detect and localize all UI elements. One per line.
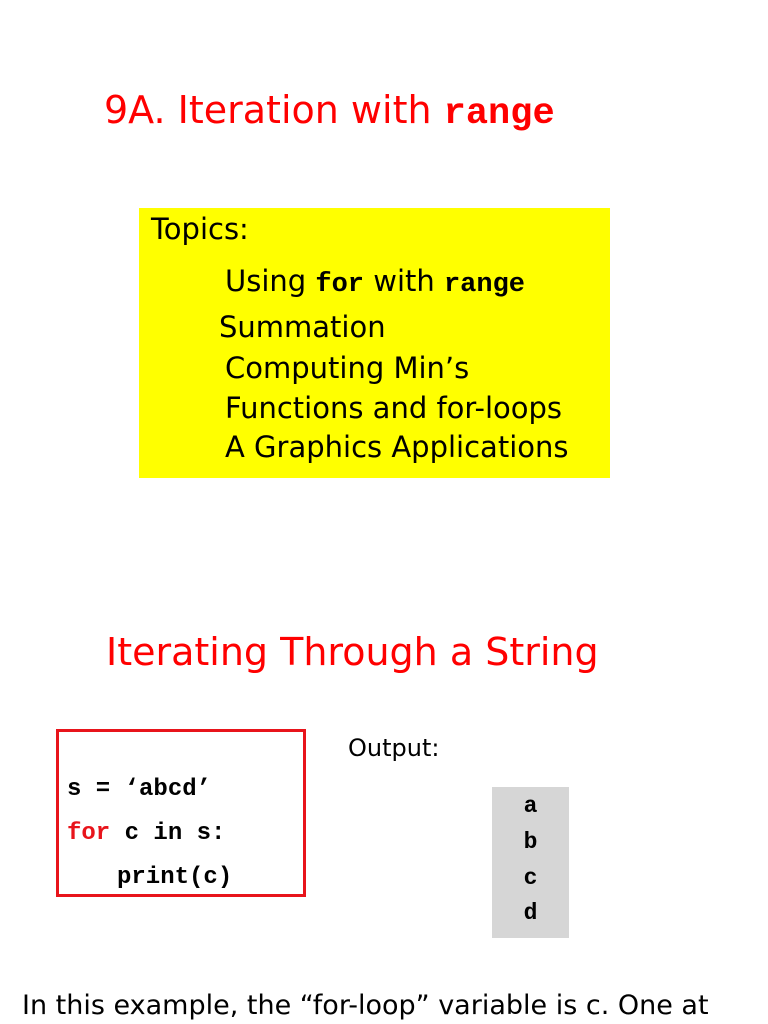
topic-text: with	[364, 264, 444, 298]
topics-heading: Topics:	[151, 212, 249, 246]
slide-title-iterating-through-string: Iterating Through a String	[106, 630, 599, 674]
output-line: a	[523, 793, 538, 819]
code-box	[56, 729, 306, 897]
topic-using-for-with-range	[225, 264, 525, 300]
code-line: print(c)	[117, 864, 233, 891]
title-code-range: range	[443, 93, 555, 135]
topic-code-range: range	[443, 270, 525, 300]
code-keyword-for: for	[67, 820, 111, 847]
title-text: 9A. Iteration with	[104, 88, 444, 132]
code-line: s = ‘abcd’	[67, 776, 212, 803]
topic-text: Using	[225, 264, 316, 298]
code-text: c in s:	[110, 820, 226, 847]
slide-title-iteration-with-range	[104, 88, 555, 135]
output-label: Output:	[348, 734, 440, 762]
topic-graphics-applications: A Graphics Applications	[225, 430, 569, 464]
explanation-text: In this example, the “for-loop” variable is c. One at	[22, 990, 709, 1021]
output-box	[492, 787, 569, 938]
output-line: c	[523, 865, 538, 891]
topic-code-for: for	[315, 270, 365, 300]
topics-box	[139, 208, 610, 478]
topic-functions-and-for-loops: Functions and for-loops	[225, 391, 562, 425]
output-line: d	[523, 900, 538, 926]
topic-computing-mins: Computing Min’s	[225, 351, 470, 385]
topic-summation: Summation	[219, 310, 386, 344]
code-line	[67, 820, 225, 847]
output-line: b	[523, 829, 538, 855]
